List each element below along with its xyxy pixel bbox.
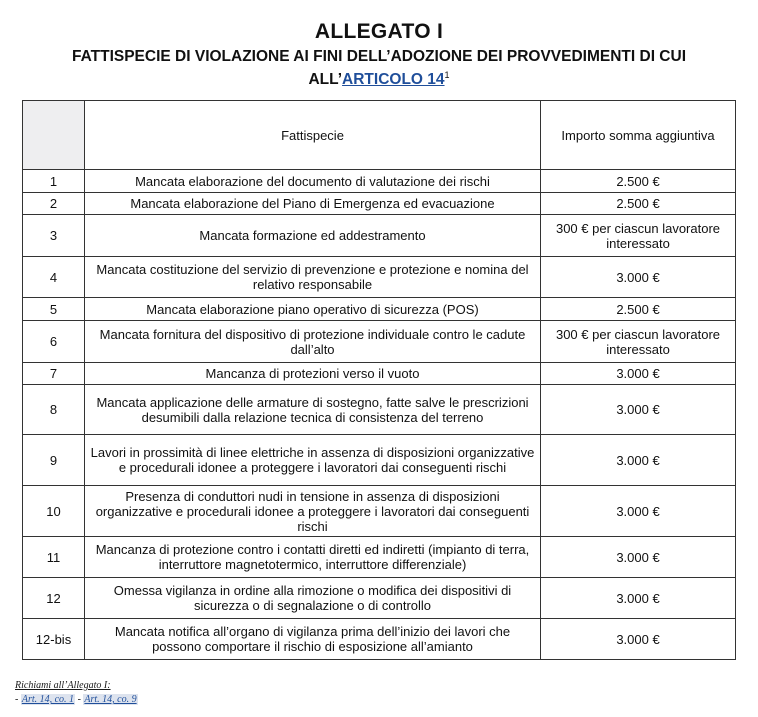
row-amount: 3.000 € <box>541 486 736 537</box>
row-amount: 3.000 € <box>541 385 736 435</box>
row-description: Omessa vigilanza in ordine alla rimozione o modifica dei dispositivi di sicurezza o di segnalazione o di controllo <box>85 578 541 619</box>
row-number: 6 <box>23 321 85 363</box>
row-description: Mancata elaborazione del documento di valutazione dei rischi <box>85 170 541 193</box>
table-row <box>23 363 736 385</box>
row-number: 12-bis <box>23 619 85 660</box>
subtitle-line-1: FATTISPECIE DI VIOLAZIONE AI FINI DELL’ADOZIONE DEI PROVVEDIMENTI DI CUI <box>71 48 686 65</box>
row-description: Presenza di conduttori nudi in tensione in assenza di disposizioni organizzative e procedurali idonee a proteggere i lavoratori dai conseguenti rischi <box>85 486 541 537</box>
row-description: Mancata elaborazione del Piano di Emergenza ed evacuazione <box>85 193 541 215</box>
table-row <box>23 298 736 321</box>
table-row <box>23 321 736 363</box>
row-description: Mancata applicazione delle armature di sostegno, fatte salve le prescrizioni desumibili dalla relazione tecnica di consistenza del terreno <box>85 385 541 435</box>
row-description: Mancata formazione ed addestramento <box>85 215 541 257</box>
list-dash: - <box>15 694 21 705</box>
row-number: 9 <box>23 435 85 486</box>
row-amount: 3.000 € <box>541 578 736 619</box>
row-number: 11 <box>23 537 85 578</box>
table-row <box>23 435 736 486</box>
cross-references-links <box>15 693 138 707</box>
row-number: 2 <box>23 193 85 215</box>
row-number: 12 <box>23 578 85 619</box>
row-amount: 3.000 € <box>541 435 736 486</box>
row-amount: 2.500 € <box>541 170 736 193</box>
row-amount: 3.000 € <box>541 257 736 298</box>
row-description: Lavori in prossimità di linee elettriche in assenza di disposizioni organizzative e procedurali idonee a proteggere i lavoratori dai conseguenti rischi <box>85 435 541 486</box>
table-row <box>23 486 736 537</box>
row-number: 8 <box>23 385 85 435</box>
cross-references <box>15 679 138 707</box>
table-header-row <box>23 101 736 170</box>
cross-references-heading: Richiami all’Allegato I: <box>15 680 111 691</box>
table-row <box>23 578 736 619</box>
document-title: ALLEGATO I <box>314 20 444 43</box>
header-importo: Importo somma aggiuntiva <box>541 101 736 170</box>
row-number: 7 <box>23 363 85 385</box>
document-subtitle <box>0 47 758 89</box>
art-14-co-9-link[interactable]: Art. 14, co. 9 <box>84 694 137 705</box>
row-amount: 2.500 € <box>541 298 736 321</box>
row-amount: 2.500 € <box>541 193 736 215</box>
subtitle-line-2 <box>0 66 758 89</box>
link-separator: - <box>75 694 84 705</box>
row-amount: 300 € per ciascun lavoratore interessato <box>541 321 736 363</box>
row-description: Mancata fornitura del dispositivo di protezione individuale contro le cadute dall’alto <box>85 321 541 363</box>
table-row <box>23 385 736 435</box>
row-amount: 3.000 € <box>541 619 736 660</box>
subtitle-prefix: ALL’ <box>308 71 343 89</box>
row-number: 1 <box>23 170 85 193</box>
table-row <box>23 257 736 298</box>
footnote-marker[interactable]: 1 <box>444 70 450 80</box>
row-description: Mancata elaborazione piano operativo di sicurezza (POS) <box>85 298 541 321</box>
art-14-co-1-link[interactable]: Art. 14, co. 1 <box>21 694 75 705</box>
row-amount: 3.000 € <box>541 363 736 385</box>
row-description: Mancanza di protezione contro i contatti diretti ed indiretti (impianto di terra, interruttore magnetotermico, interruttore differenziale) <box>85 537 541 578</box>
table-row <box>23 170 736 193</box>
article-14-link[interactable]: ARTICOLO 14 <box>342 71 445 89</box>
row-amount: 3.000 € <box>541 537 736 578</box>
header-number-cell <box>23 101 85 170</box>
row-number: 5 <box>23 298 85 321</box>
row-description: Mancata costituzione del servizio di prevenzione e protezione e nomina del relativo responsabile <box>85 257 541 298</box>
table-row <box>23 215 736 257</box>
row-description: Mancata notifica all’organo di vigilanza prima dell’inizio dei lavori che possono comportare il rischio di esposizione all’amianto <box>85 619 541 660</box>
violations-table <box>22 100 736 660</box>
table-row <box>23 193 736 215</box>
table-row <box>23 537 736 578</box>
row-number: 4 <box>23 257 85 298</box>
header-fattispecie: Fattispecie <box>85 101 541 170</box>
row-number: 10 <box>23 486 85 537</box>
row-number: 3 <box>23 215 85 257</box>
table-row <box>23 619 736 660</box>
row-description: Mancanza di protezioni verso il vuoto <box>85 363 541 385</box>
row-amount: 300 € per ciascun lavoratore interessato <box>541 215 736 257</box>
